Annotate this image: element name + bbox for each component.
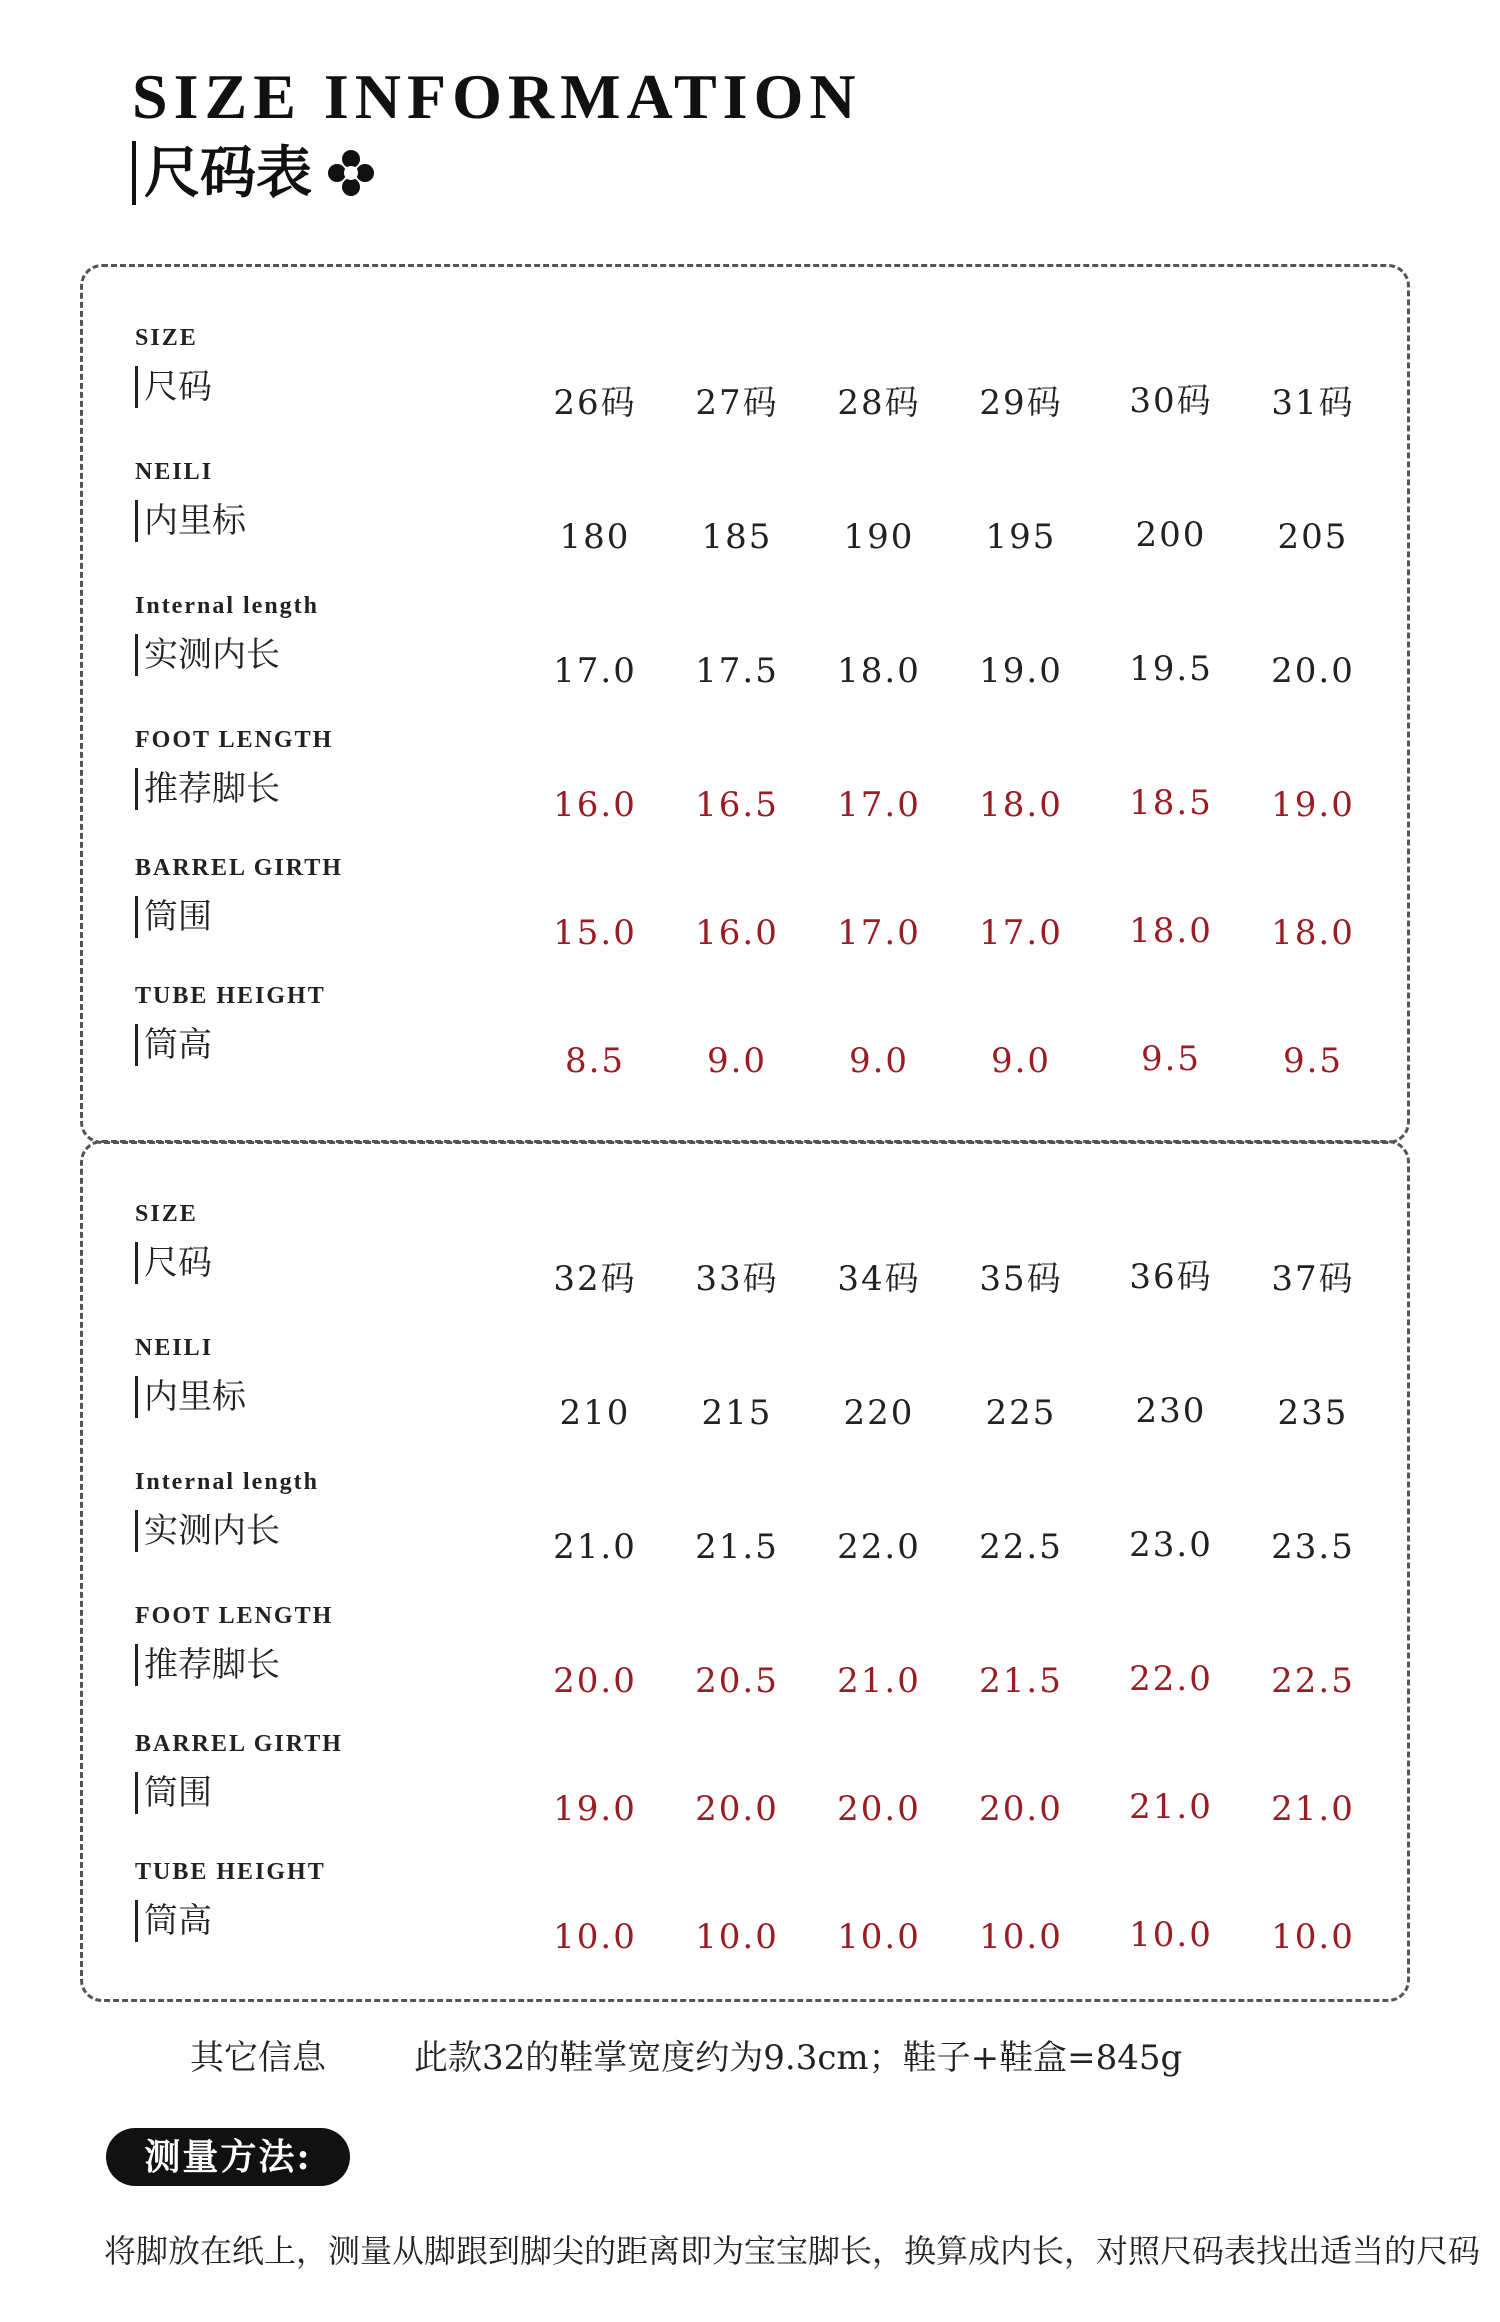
row-label-cn: 尺码 — [144, 367, 212, 407]
table-cell: 15.0 — [553, 913, 637, 953]
table-cell: 31码 — [1271, 383, 1355, 423]
row-label-en: Internal length — [135, 1469, 320, 1495]
table-cell: 220 — [843, 1393, 915, 1433]
table-row — [83, 1467, 1407, 1587]
table-cell: 16.0 — [553, 785, 637, 825]
table-cell: 20.0 — [695, 1789, 779, 1829]
row-label-cn: 筒高 — [144, 1901, 212, 1941]
table-cell: 27码 — [695, 383, 779, 423]
page-title-cn-wrap — [132, 138, 862, 208]
row-values — [83, 781, 1407, 829]
table-cell: 18.0 — [1271, 913, 1355, 953]
table-cell: 21.0 — [553, 1527, 637, 1567]
method-description: 将脚放在纸上，测量从脚跟到脚尖的距离即为宝宝脚长，换算成内长，对照尺码表找出适当的尺码 — [104, 2232, 1481, 2270]
title-divider-bar — [132, 141, 136, 205]
other-info-label: 其它信息 — [190, 2038, 326, 2078]
row-label-en: SIZE — [135, 1201, 198, 1227]
row-values — [83, 647, 1407, 695]
row-label-cn: 实测内长 — [144, 1511, 280, 1551]
row-label-en: FOOT LENGTH — [135, 727, 334, 753]
table-row — [83, 1333, 1407, 1453]
row-label-cn: 内里标 — [144, 1377, 246, 1417]
table-cell: 30码 — [1129, 381, 1213, 421]
table-cell: 22.5 — [1271, 1661, 1355, 1701]
table-cell: 9.5 — [1140, 1039, 1202, 1079]
row-label-cn: 筒高 — [144, 1025, 212, 1065]
table-cell: 18.0 — [837, 651, 921, 691]
table-cell: 17.0 — [837, 913, 921, 953]
table-row — [83, 853, 1407, 973]
table-cell: 19.0 — [1271, 785, 1355, 825]
table-cell: 23.5 — [1271, 1527, 1355, 1567]
row-label-cn: 推荐脚长 — [144, 769, 280, 809]
row-values — [83, 909, 1407, 957]
row-values — [83, 379, 1407, 427]
table-cell: 17.0 — [837, 785, 921, 825]
table-cell: 8.5 — [564, 1041, 626, 1081]
table-cell: 215 — [701, 1393, 773, 1433]
row-label-cn: 推荐脚长 — [144, 1645, 280, 1685]
page-title-en: SIZE INFORMATION — [132, 61, 862, 132]
row-label-en: BARREL GIRTH — [135, 855, 343, 881]
table-cell: 18.0 — [979, 785, 1063, 825]
table-cell: 21.5 — [979, 1661, 1063, 1701]
table-row — [83, 1729, 1407, 1849]
row-label-cn: 实测内长 — [144, 635, 280, 675]
table-cell: 20.0 — [553, 1661, 637, 1701]
table-cell: 200 — [1135, 515, 1207, 555]
table-row — [83, 1199, 1407, 1319]
row-label-en: FOOT LENGTH — [135, 1603, 334, 1629]
method-title-badge: 测量方法: — [106, 2128, 350, 2186]
row-label-en: NEILI — [135, 459, 214, 485]
table-cell: 9.0 — [990, 1041, 1052, 1081]
row-label-en: Internal length — [135, 593, 320, 619]
table-cell: 185 — [701, 517, 773, 557]
table-cell: 10.0 — [837, 1917, 921, 1957]
table-cell: 10.0 — [553, 1917, 637, 1957]
table-cell: 35码 — [979, 1259, 1063, 1299]
size-table-2 — [80, 1140, 1410, 2002]
table-cell: 21.0 — [1129, 1787, 1213, 1827]
four-petal-flower-icon — [328, 150, 374, 196]
table-cell: 34码 — [837, 1259, 921, 1299]
row-label-en: NEILI — [135, 1335, 214, 1361]
row-values — [83, 1255, 1407, 1303]
table-cell: 18.5 — [1129, 783, 1213, 823]
table-cell: 19.0 — [553, 1789, 637, 1829]
row-label-cn: 内里标 — [144, 501, 246, 541]
row-label-en: SIZE — [135, 325, 198, 351]
row-values — [83, 1523, 1407, 1571]
row-label-cn: 筒围 — [144, 897, 212, 937]
table-cell: 22.5 — [979, 1527, 1063, 1567]
table-cell: 20.0 — [837, 1789, 921, 1829]
table-cell: 10.0 — [1129, 1915, 1213, 1955]
header — [132, 62, 862, 208]
table-cell: 9.0 — [848, 1041, 910, 1081]
table-cell: 210 — [559, 1393, 631, 1433]
row-values — [83, 1657, 1407, 1705]
table-cell: 32码 — [553, 1259, 637, 1299]
table-row — [83, 591, 1407, 711]
table-cell: 20.5 — [695, 1661, 779, 1701]
row-values — [83, 1037, 1407, 1085]
table-cell: 37码 — [1271, 1259, 1355, 1299]
table-cell: 235 — [1277, 1393, 1349, 1433]
table-cell: 9.0 — [706, 1041, 768, 1081]
table-cell: 205 — [1277, 517, 1349, 557]
table-cell: 26码 — [553, 383, 637, 423]
table-cell: 16.0 — [695, 913, 779, 953]
table-cell: 21.0 — [837, 1661, 921, 1701]
table-cell: 195 — [985, 517, 1057, 557]
table-cell: 225 — [985, 1393, 1057, 1433]
table-cell: 10.0 — [979, 1917, 1063, 1957]
table-cell: 23.0 — [1129, 1525, 1213, 1565]
table-row — [83, 725, 1407, 845]
table-cell: 10.0 — [695, 1917, 779, 1957]
table-cell: 190 — [843, 517, 915, 557]
table-cell: 17.5 — [695, 651, 779, 691]
table-cell: 33码 — [695, 1259, 779, 1299]
table-cell: 28码 — [837, 383, 921, 423]
row-label-cn: 尺码 — [144, 1243, 212, 1283]
table-row — [83, 1857, 1407, 1977]
page-title-cn: 尺码表 — [144, 140, 312, 206]
row-label-en: TUBE HEIGHT — [135, 1859, 326, 1885]
table-cell: 22.0 — [1129, 1659, 1213, 1699]
row-label-en: TUBE HEIGHT — [135, 983, 326, 1009]
size-table-1 — [80, 264, 1410, 1144]
table-cell: 9.5 — [1282, 1041, 1344, 1081]
table-cell: 10.0 — [1271, 1917, 1355, 1957]
table-cell: 22.0 — [837, 1527, 921, 1567]
table-cell: 19.0 — [979, 651, 1063, 691]
table-cell: 19.5 — [1129, 649, 1213, 689]
table-cell: 17.0 — [979, 913, 1063, 953]
row-values — [83, 1913, 1407, 1961]
other-info-text: 此款32的鞋掌宽度约为9.3cm；鞋子+鞋盒=845g — [414, 2038, 1183, 2078]
table-cell: 17.0 — [553, 651, 637, 691]
table-cell: 16.5 — [695, 785, 779, 825]
table-cell: 180 — [559, 517, 631, 557]
row-values — [83, 1389, 1407, 1437]
table-row — [83, 1601, 1407, 1721]
table-cell: 21.5 — [695, 1527, 779, 1567]
table-cell: 18.0 — [1129, 911, 1213, 951]
row-values — [83, 1785, 1407, 1833]
table-cell: 36码 — [1129, 1257, 1213, 1297]
row-label-cn: 筒围 — [144, 1773, 212, 1813]
table-cell: 21.0 — [1271, 1789, 1355, 1829]
table-row — [83, 457, 1407, 577]
table-cell: 20.0 — [1271, 651, 1355, 691]
table-row — [83, 323, 1407, 443]
other-info — [190, 2030, 1182, 2079]
table-row — [83, 981, 1407, 1101]
row-values — [83, 513, 1407, 561]
table-cell: 230 — [1135, 1391, 1207, 1431]
table-cell: 29码 — [979, 383, 1063, 423]
row-label-en: BARREL GIRTH — [135, 1731, 343, 1757]
table-cell: 20.0 — [979, 1789, 1063, 1829]
